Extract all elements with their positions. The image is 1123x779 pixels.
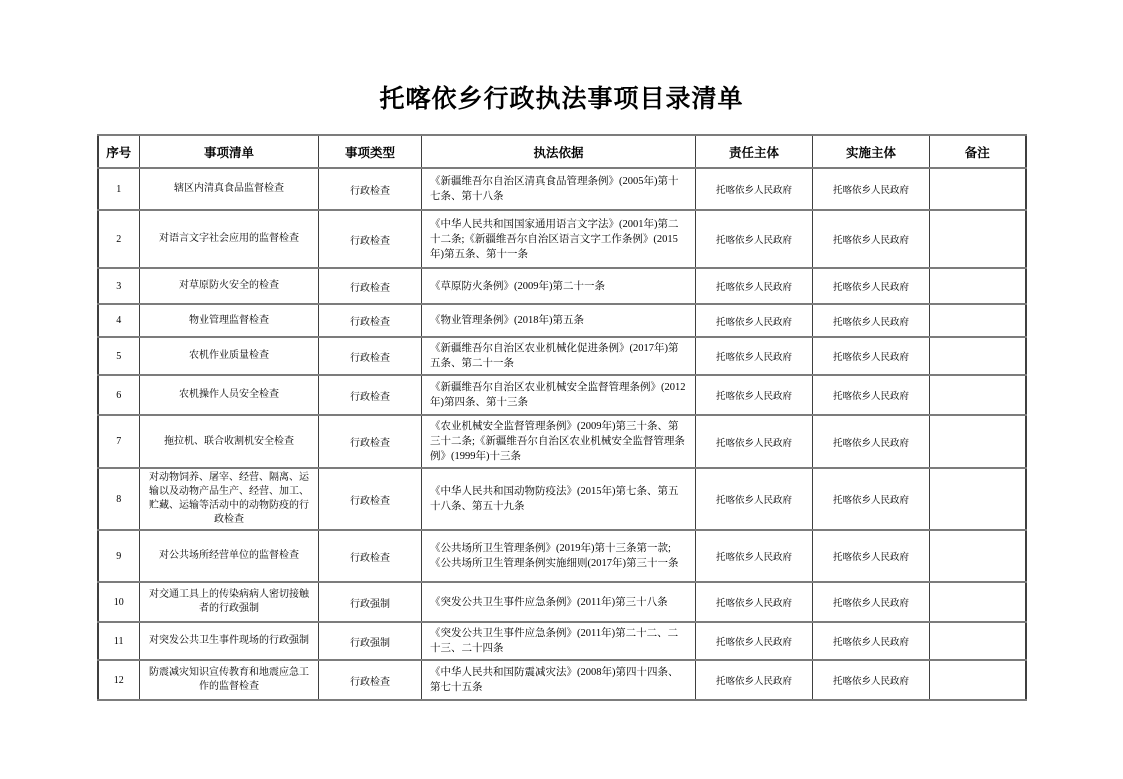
cell-legal-basis: 《农业机械安全监督管理条例》(2009年)第三十条、第三十二条;《新疆维吾尔自治区农业机械安全监督管理条例》(1999年)十三条 <box>422 415 696 468</box>
cell-legal-basis: 《新疆维吾尔自治区农业机械化促进条例》(2017年)第五条、第二十一条 <box>422 337 696 375</box>
cell-responsible-entity: 托喀依乡人民政府 <box>696 660 813 700</box>
cell-legal-basis: 《公共场所卫生管理条例》(2019年)第十三条第一款;《公共场所卫生管理条例实施细则(2017年)第三十一条 <box>422 530 696 582</box>
table-row <box>98 375 1026 415</box>
cell-remark <box>930 375 1026 415</box>
table-header-row <box>98 135 1026 168</box>
cell-no: 6 <box>98 375 140 415</box>
cell-item-type: 行政检查 <box>319 210 422 268</box>
column-header-implementer: 实施主体 <box>813 135 930 168</box>
cell-implementing-entity: 托喀依乡人民政府 <box>813 468 930 530</box>
page-title: 托喀依乡行政执法事项目录清单 <box>379 86 744 113</box>
cell-responsible-entity: 托喀依乡人民政府 <box>696 210 813 268</box>
cell-remark <box>930 468 1026 530</box>
cell-no: 1 <box>98 168 140 210</box>
cell-no: 5 <box>98 337 140 375</box>
cell-item-name: 对交通工具上的传染病病人密切接触者的行政强制 <box>140 582 319 622</box>
cell-remark <box>930 168 1026 210</box>
cell-item-type: 行政检查 <box>319 415 422 468</box>
cell-remark <box>930 530 1026 582</box>
column-header-basis: 执法依据 <box>422 135 696 168</box>
cell-item-type: 行政强制 <box>319 582 422 622</box>
cell-remark <box>930 415 1026 468</box>
cell-item-name: 拖拉机、联合收割机安全检查 <box>140 415 319 468</box>
table-row <box>98 304 1026 337</box>
cell-responsible-entity: 托喀依乡人民政府 <box>696 468 813 530</box>
cell-responsible-entity: 托喀依乡人民政府 <box>696 337 813 375</box>
enforcement-items-table <box>97 134 1027 701</box>
cell-item-name: 物业管理监督检查 <box>140 304 319 337</box>
cell-responsible-entity: 托喀依乡人民政府 <box>696 375 813 415</box>
table-row <box>98 530 1026 582</box>
cell-implementing-entity: 托喀依乡人民政府 <box>813 415 930 468</box>
table-row <box>98 468 1026 530</box>
cell-implementing-entity: 托喀依乡人民政府 <box>813 168 930 210</box>
table-row <box>98 622 1026 660</box>
cell-legal-basis: 《物业管理条例》(2018年)第五条 <box>422 304 696 337</box>
cell-implementing-entity: 托喀依乡人民政府 <box>813 210 930 268</box>
cell-remark <box>930 337 1026 375</box>
cell-item-name: 对公共场所经营单位的监督检查 <box>140 530 319 582</box>
cell-no: 4 <box>98 304 140 337</box>
cell-no: 8 <box>98 468 140 530</box>
cell-item-type: 行政检查 <box>319 375 422 415</box>
table-row <box>98 168 1026 210</box>
table-row <box>98 582 1026 622</box>
cell-item-type: 行政检查 <box>319 268 422 304</box>
cell-no: 2 <box>98 210 140 268</box>
cell-item-name: 农机操作人员安全检查 <box>140 375 319 415</box>
cell-legal-basis: 《中华人民共和国国家通用语言文字法》(2001年)第二十二条;《新疆维吾尔自治区语言文字工作条例》(2015年)第五条、第十一条 <box>422 210 696 268</box>
cell-implementing-entity: 托喀依乡人民政府 <box>813 622 930 660</box>
cell-no: 11 <box>98 622 140 660</box>
cell-responsible-entity: 托喀依乡人民政府 <box>696 268 813 304</box>
cell-responsible-entity: 托喀依乡人民政府 <box>696 622 813 660</box>
cell-item-name: 对草原防火安全的检查 <box>140 268 319 304</box>
table-row <box>98 337 1026 375</box>
cell-item-type: 行政检查 <box>319 337 422 375</box>
cell-item-type: 行政检查 <box>319 468 422 530</box>
cell-remark <box>930 582 1026 622</box>
cell-no: 10 <box>98 582 140 622</box>
table-body <box>98 168 1026 700</box>
cell-implementing-entity: 托喀依乡人民政府 <box>813 268 930 304</box>
cell-responsible-entity: 托喀依乡人民政府 <box>696 530 813 582</box>
cell-responsible-entity: 托喀依乡人民政府 <box>696 304 813 337</box>
cell-remark <box>930 622 1026 660</box>
cell-item-type: 行政检查 <box>319 304 422 337</box>
cell-item-type: 行政强制 <box>319 622 422 660</box>
cell-no: 9 <box>98 530 140 582</box>
cell-remark <box>930 660 1026 700</box>
cell-implementing-entity: 托喀依乡人民政府 <box>813 375 930 415</box>
column-header-remark: 备注 <box>930 135 1026 168</box>
cell-implementing-entity: 托喀依乡人民政府 <box>813 582 930 622</box>
cell-responsible-entity: 托喀依乡人民政府 <box>696 415 813 468</box>
cell-item-name: 农机作业质量检查 <box>140 337 319 375</box>
cell-implementing-entity: 托喀依乡人民政府 <box>813 337 930 375</box>
cell-item-name: 对语言文字社会应用的监督检查 <box>140 210 319 268</box>
cell-legal-basis: 《突发公共卫生事件应急条例》(2011年)第三十八条 <box>422 582 696 622</box>
cell-responsible-entity: 托喀依乡人民政府 <box>696 582 813 622</box>
cell-legal-basis: 《中华人民共和国动物防疫法》(2015年)第七条、第五十八条、第五十九条 <box>422 468 696 530</box>
cell-item-type: 行政检查 <box>319 530 422 582</box>
cell-remark <box>930 268 1026 304</box>
cell-no: 12 <box>98 660 140 700</box>
column-header-no: 序号 <box>98 135 140 168</box>
cell-item-name: 防震减灾知识宣传教育和地震应急工作的监督检查 <box>140 660 319 700</box>
cell-legal-basis: 《突发公共卫生事件应急条例》(2011年)第二十二、二十三、二十四条 <box>422 622 696 660</box>
table-row <box>98 210 1026 268</box>
cell-item-type: 行政检查 <box>319 168 422 210</box>
column-header-responsible: 责任主体 <box>696 135 813 168</box>
column-header-type: 事项类型 <box>319 135 422 168</box>
cell-no: 3 <box>98 268 140 304</box>
cell-implementing-entity: 托喀依乡人民政府 <box>813 304 930 337</box>
cell-item-name: 对突发公共卫生事件现场的行政强制 <box>140 622 319 660</box>
cell-responsible-entity: 托喀依乡人民政府 <box>696 168 813 210</box>
cell-legal-basis: 《新疆维吾尔自治区农业机械安全监督管理条例》(2012年)第四条、第十三条 <box>422 375 696 415</box>
cell-implementing-entity: 托喀依乡人民政府 <box>813 530 930 582</box>
cell-item-type: 行政检查 <box>319 660 422 700</box>
cell-no: 7 <box>98 415 140 468</box>
cell-item-name: 辖区内清真食品监督检查 <box>140 168 319 210</box>
cell-legal-basis: 《中华人民共和国防震减灾法》(2008年)第四十四条、第七十五条 <box>422 660 696 700</box>
cell-legal-basis: 《草原防火条例》(2009年)第二十一条 <box>422 268 696 304</box>
cell-item-name: 对动物饲养、屠宰、经营、隔离、运输以及动物产品生产、经营、加工、贮藏、运输等活动中的动物防疫的行政检查 <box>140 468 319 530</box>
cell-implementing-entity: 托喀依乡人民政府 <box>813 660 930 700</box>
cell-remark <box>930 304 1026 337</box>
column-header-item: 事项清单 <box>140 135 319 168</box>
table-row <box>98 415 1026 468</box>
cell-remark <box>930 210 1026 268</box>
cell-legal-basis: 《新疆维吾尔自治区清真食品管理条例》(2005年)第十七条、第十八条 <box>422 168 696 210</box>
table-row <box>98 268 1026 304</box>
table-row <box>98 660 1026 700</box>
